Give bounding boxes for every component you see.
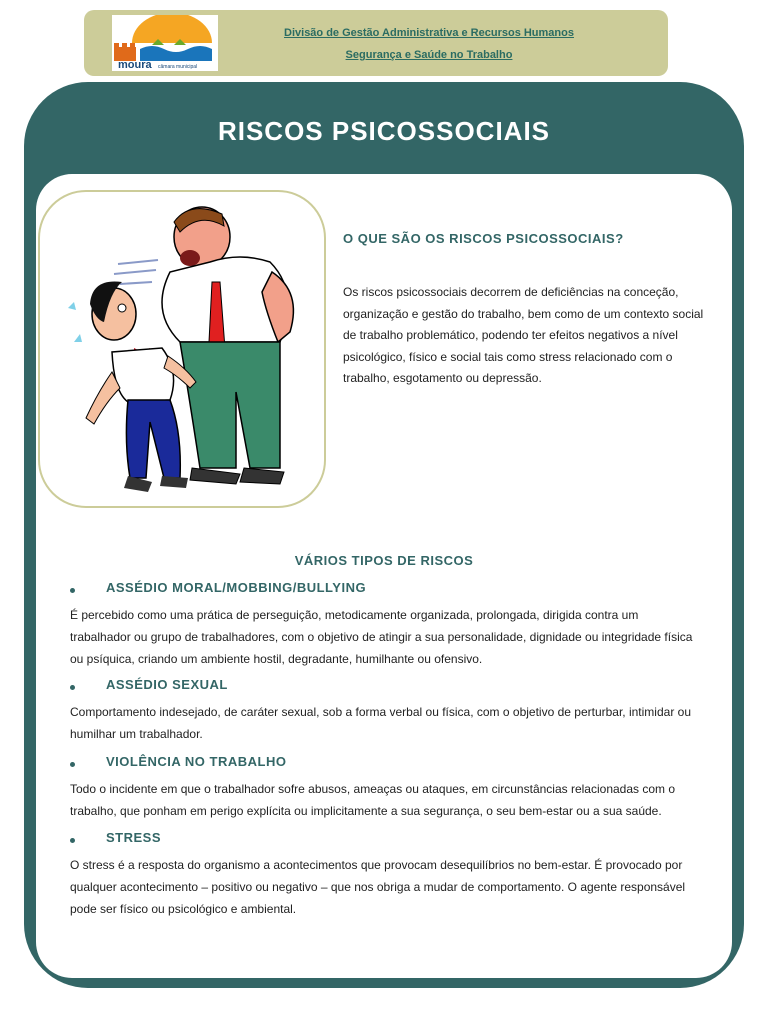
section-text: É percebido como uma prática de perseguição, metodicamente organizada, prolongada, dirigida contra um trabalhador ou grupo de trabalhadores, com o objetivo de atingir a sua personalidade, dignidade ou integridade física ou psíquica, criando um ambiente hostil, degradante, humilhante ou ofensivo. bbox=[70, 608, 693, 666]
logo-text: moura bbox=[118, 59, 152, 71]
header-subtitle: Segurança e Saúde no Trabalho bbox=[345, 49, 513, 61]
section-sexual-harassment bbox=[70, 677, 720, 745]
illustration-box bbox=[38, 190, 326, 508]
header-division: Divisão de Gestão Administrativa e Recursos Humanos bbox=[284, 27, 574, 39]
intro-text: Os riscos psicossociais decorrem de deficiências na conceção, organização e gestão do trabalho, bem como de um contexto social de trabalho problemático, podendo ter efeitos negativos a nível psicológico, físico e social tais como stress relacionado com o trabalho, esgotamento ou depressão. bbox=[343, 285, 704, 385]
section-text: Comportamento indesejado, de caráter sexual, sob a forma verbal ou física, com o objetivo de perturbar, intimidar ou humilhar um trabalhador. bbox=[70, 705, 691, 741]
moura-logo-icon bbox=[112, 15, 218, 71]
types-heading: VÁRIOS TIPOS DE RISCOS bbox=[294, 553, 474, 568]
section-text: Todo o incidente em que o trabalhador sofre abusos, ameaças ou ataques, em circunstâncias relacionadas com o trabalho, que ponham em perigo explícita ou implicitamente a sua segurança, o seu bem-estar ou a sua saúde. bbox=[70, 782, 676, 818]
page-title: RISCOS PSICOSSOCIAIS bbox=[217, 116, 551, 146]
bullet-icon bbox=[70, 588, 75, 593]
section-text: O stress é a resposta do organismo a acontecimentos que provocam desequilíbrios no bem-estar. É provocado por qualquer acontecimento – positivo ou negativo – que nos obriga a mudar de comportamento. O agente responsável pode ser físico ou psicológico e ambiental. bbox=[70, 858, 686, 916]
bullet-icon bbox=[70, 762, 75, 767]
section-moral-harassment bbox=[70, 580, 720, 670]
boss-yelling-illustration bbox=[40, 192, 324, 506]
section-title: ASSÉDIO SEXUAL bbox=[106, 677, 228, 692]
section-title: VIOLÊNCIA NO TRABALHO bbox=[106, 754, 287, 769]
section-workplace-violence bbox=[70, 754, 720, 822]
intro-heading: O QUE SÃO OS RISCOS PSICOSSOCIAIS? bbox=[343, 231, 624, 246]
section-title: ASSÉDIO MORAL/MOBBING/BULLYING bbox=[106, 580, 367, 595]
moura-logo bbox=[112, 15, 218, 71]
section-stress bbox=[70, 830, 720, 920]
section-title: STRESS bbox=[106, 830, 162, 845]
bullet-icon bbox=[70, 838, 75, 843]
bullet-icon bbox=[70, 685, 75, 690]
header-banner bbox=[84, 10, 668, 76]
logo-subtext: câmara municipal bbox=[158, 64, 198, 70]
